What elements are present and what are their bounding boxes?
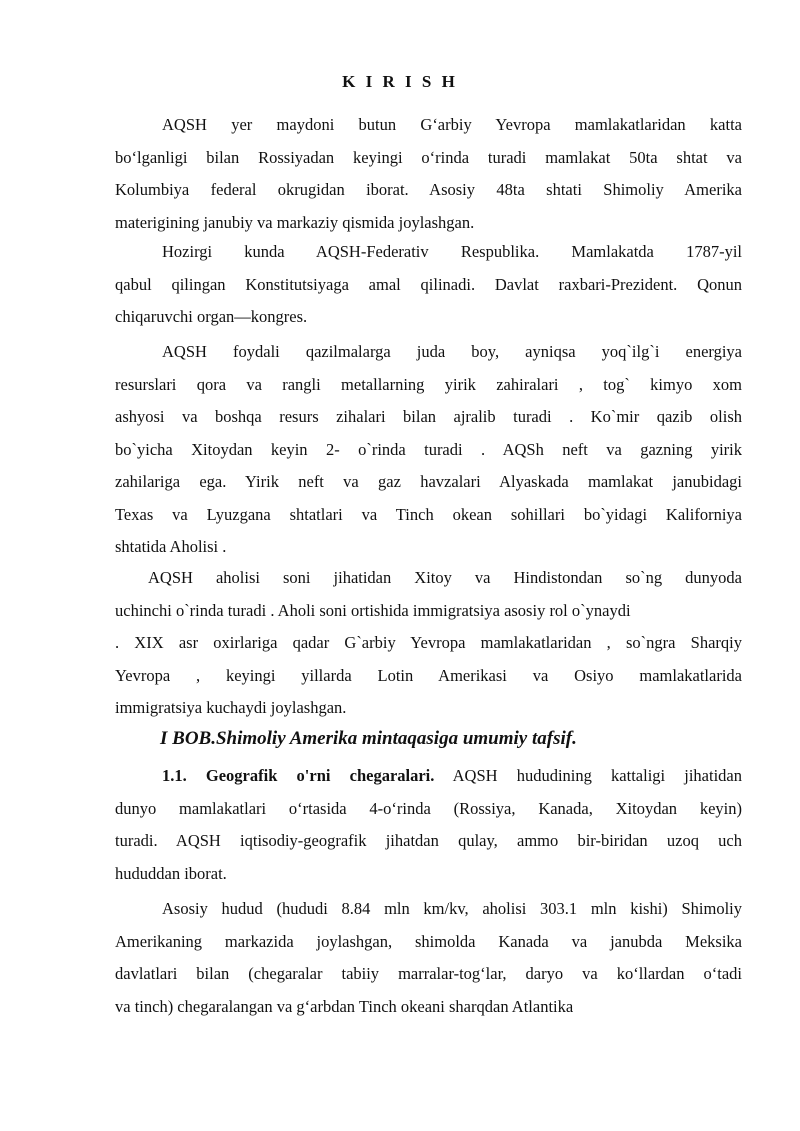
paragraph-5: [115, 760, 742, 890]
text-line: ashyosi va boshqa resurs zihalari bilan ajralib turadi . Ko`mir qazib olish: [115, 407, 742, 426]
text-line: materigining janubiy va markaziy qismida joylashgan.: [115, 212, 475, 232]
text-line: va tinch) chegaralangan va g‘arbdan Tinch okeani sharqdan Atlantika: [115, 996, 574, 1016]
page-title: K I R I S H: [342, 72, 458, 91]
paragraph-1: [115, 109, 742, 239]
text-line: AQSH yer maydoni butun G‘arbiy Yevropa mamlakatlaridan katta: [162, 115, 742, 134]
text-line: bo`yicha Xitoydan keyin 2- o`rinda turadi . AQSh neft va gazning yirik: [115, 439, 742, 459]
chapter-heading: I BOB.Shimoliy Amerika mintaqasiga umumiy tafsif.: [160, 728, 577, 749]
text-line: Amerikaning markazida joylashgan, shimolda Kanada va janubda Meksika: [115, 931, 742, 951]
text-line: bo‘lganligi bilan Rossiyadan keyingi o‘rinda turadi mamlakat 50ta shtat va: [115, 147, 742, 167]
text-line: Hozirgi kunda AQSH-Federativ Respublika. Mamlakatda 1787-yil: [162, 242, 742, 261]
paragraph-2: [115, 236, 742, 334]
text-line: uchinchi o`rinda turadi . Aholi soni ortishida immigratsiya asosiy rol o`ynaydi: [115, 600, 631, 620]
text-line: Kolumbiya federal okrugidan iborat. Asosiy 48ta shtati Shimoliy Amerika: [115, 180, 742, 199]
text-line: resurslari qora va rangli metallarning yirik zahiralari , tog` kimyo xom: [115, 374, 742, 394]
paragraph-4: [115, 562, 742, 725]
text-line: AQSH foydali qazilmalarga juda boy, ayniqsa yoq`ilg`i energiya: [162, 342, 742, 361]
text-line: Asosiy hudud (hududi 8.84 mln km/kv, aholisi 303.1 mln kishi) Shimoliy: [162, 899, 742, 918]
text-line: immigratsiya kuchaydi joylashgan.: [115, 698, 347, 717]
section-heading: 1.1. Geografik o'rni chegaralari.: [162, 766, 435, 785]
text-line: qabul qilingan Konstitutsiyaga amal qilinadi. Davlat raxbari-Prezident. Qonun: [115, 274, 742, 294]
text-line: davlatlari bilan (chegaralar tabiiy marralar-tog‘lar, daryo va ko‘llardan o‘tadi: [115, 964, 742, 983]
text-line: Texas va Lyuzgana shtatlari va Tinch okean sohillari bo`yidagi Kaliforniya: [115, 504, 742, 524]
text-line: chiqaruvchi organ—kongres.: [115, 307, 308, 326]
text-line: . XIX asr oxirlariga qadar G`arbiy Yevropa mamlakatlaridan , so`ngra Sharqiy: [115, 633, 742, 652]
text-line: shtatida Aholisi .: [115, 537, 227, 556]
text-line: AQSH aholisi soni jihatidan Xitoy va Hindistondan so`ng dunyoda: [148, 568, 742, 587]
text-line: dunyo mamlakatlari o‘rtasida 4-o‘rinda (Rossiya, Kanada, Xitoydan keyin): [115, 798, 742, 818]
paragraph-6: [115, 893, 742, 1023]
text-line: Yevropa , keyingi yillarda Lotin Amerikasi va Osiyo mamlakatlarida: [115, 665, 742, 685]
text-line: hududdan iborat.: [115, 863, 227, 883]
text-line: [115, 760, 742, 793]
paragraph-3: [115, 336, 742, 564]
text-span: AQSH hududining kattaligi jihatidan: [452, 766, 742, 785]
text-line: turadi. AQSH iqtisodiy-geografik jihatdan qulay, ammo bir-biridan uzoq uch: [115, 831, 742, 850]
text-line: zahilariga ega. Yirik neft va gaz havzalari Alyaskada mamlakat janubidagi: [115, 472, 742, 491]
